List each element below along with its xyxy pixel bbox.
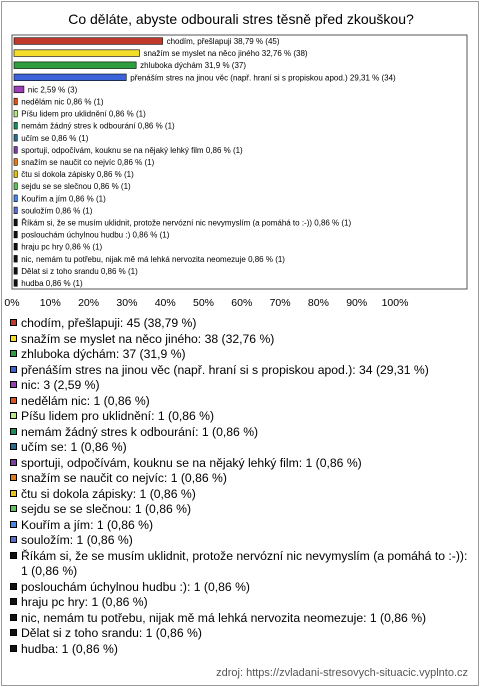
bar-1 (14, 38, 163, 45)
legend-label: poslouchám úchylnou hudbu :): 1 (0,86 %) (21, 579, 250, 594)
legend-label: nic: 3 (2,59 %) (21, 378, 100, 392)
bar-label-10: sportuji, odpočívám, kouknu se na nějaký lehký film 0,86 % (1) (21, 145, 243, 155)
legend (10, 316, 474, 657)
legend-swatch (10, 412, 17, 419)
legend-item (10, 487, 474, 503)
bar-label-8: nemám žádný stres k odbourání 0,86 % (1) (21, 121, 175, 131)
legend-label: nemám žádný stres k odbourání: 1 (0,86 %) (21, 424, 259, 439)
legend-swatch (10, 598, 17, 605)
legend-label: Píšu lidem pro uklidnění: 1 (0,86 %) (21, 409, 215, 423)
legend-swatch (10, 350, 17, 357)
legend-item (10, 425, 474, 441)
bar-4 (14, 74, 126, 81)
x-tick-label: 50% (192, 297, 215, 309)
bar-label-2: snažím se myslet na něco jiného 32,76 % (38) (143, 49, 308, 59)
bar-20 (14, 268, 17, 275)
chart-title: Co děláte, abyste odbourali stres těsně před zkouškou? (68, 11, 414, 27)
legend-label: sejdu se se slečnou: 1 (0,86 %) (21, 502, 192, 516)
legend-item (10, 533, 474, 549)
bar-label-1: chodím, přešlapuji 38,79 % (45) (166, 37, 280, 47)
x-tick-label: 90% (346, 297, 368, 309)
legend-item (10, 456, 474, 472)
bar-15 (14, 207, 17, 214)
legend-item (10, 363, 474, 379)
bar-12 (14, 171, 17, 178)
bar-9 (14, 134, 17, 141)
bar-label-21: hudba 0,86 % (1) (21, 278, 83, 288)
bar-label-13: sejdu se se slečnou 0,86 % (1) (21, 182, 131, 192)
legend-swatch (10, 505, 17, 512)
x-tick-label: 30% (116, 297, 138, 309)
x-tick-label: 60% (231, 297, 253, 309)
x-tick-label: 70% (269, 297, 291, 309)
legend-item (10, 347, 474, 363)
chart-frame (1, 1, 479, 686)
legend-label: nic, nemám tu potřebu, nijak mě má lehká nervozita neomezuje: 1 (0,86 %) (21, 610, 427, 625)
legend-swatch (10, 366, 17, 373)
legend-item (10, 378, 474, 394)
bar-label-3: zhluboka dýchám 31,9 % (37) (140, 61, 247, 71)
legend-swatch (10, 381, 17, 388)
legend-label: Říkám si, že se musím uklidnit, protože nervózní nic nevymyslím (a pomáhá to :-)): 1 (0,86 %) (21, 548, 468, 578)
x-tick-label: 0% (4, 297, 20, 309)
bar-label-17: poslouchám úchylnou hudbu :) 0,86 % (1) (21, 230, 170, 240)
legend-item (10, 471, 474, 487)
legend-swatch (10, 614, 17, 621)
legend-swatch (10, 443, 17, 450)
legend-item (10, 642, 474, 658)
legend-item (10, 580, 474, 596)
bar-label-11: snažím se naučit co nejvíc 0,86 % (1) (21, 158, 155, 167)
legend-swatch (10, 319, 17, 326)
bar-plot (2, 2, 480, 312)
legend-label: snažím se myslet na něco jiného: 38 (32,76 %) (21, 331, 275, 346)
bar-5 (14, 86, 24, 93)
legend-item (10, 316, 474, 332)
bar-14 (14, 195, 17, 202)
legend-label: Dělat si z toho srandu: 1 (0,86 %) (21, 626, 202, 640)
bar-label-19: nic, nemám tu potřebu, nijak mě má lehká nervozita neomezuje 0,86 % (1) (21, 254, 285, 264)
bar-8 (14, 122, 17, 129)
bar-label-16: Říkám si, že se musím uklidnit, protože nervózní nic nevymyslím (a pomáhá to :-)) 0,86 % (1) (21, 218, 352, 228)
legend-swatch (10, 521, 17, 528)
legend-label: souložím: 1 (0,86 %) (21, 533, 133, 547)
bar-7 (14, 110, 17, 117)
legend-swatch (10, 629, 17, 636)
x-tick-label: 40% (154, 297, 176, 309)
legend-swatch (10, 397, 17, 404)
bar-6 (14, 98, 17, 105)
legend-label: Kouřím a jím: 1 (0,86 %) (21, 517, 154, 532)
bar-16 (14, 219, 17, 226)
bar-label-4: přenáším stres na jinou věc (např. hraní si s propiskou apod.) 29,31 % (34) (130, 73, 396, 83)
bar-21 (14, 280, 17, 287)
legend-label: učím se: 1 (0,86 %) (21, 440, 127, 454)
legend-label: chodím, přešlapuji: 45 (38,79 %) (21, 316, 197, 330)
bar-10 (14, 147, 17, 154)
bar-label-6: nedělám nic 0,86 % (1) (21, 97, 104, 107)
bar-label-9: učím se 0,86 % (1) (21, 133, 89, 143)
legend-swatch (10, 536, 17, 543)
legend-swatch (10, 490, 17, 497)
legend-label: nedělám nic: 1 (0,86 %) (21, 393, 150, 408)
bar-11 (14, 159, 17, 166)
legend-item (10, 394, 474, 410)
bar-label-20: Dělat si z toho srandu 0,86 % (1) (21, 266, 138, 276)
legend-item (10, 549, 474, 580)
x-tick-label: 100% (381, 297, 409, 309)
legend-swatch (10, 474, 17, 481)
bar-label-12: čtu si dokola zápisky 0,86 % (1) (21, 170, 134, 180)
legend-swatch (10, 428, 17, 435)
bar-label-18: hraju pc hry 0,86 % (1) (21, 242, 103, 252)
legend-item (10, 409, 474, 425)
legend-label: hraju pc hry: 1 (0,86 %) (21, 595, 148, 609)
legend-item (10, 440, 474, 456)
x-tick-label: 80% (307, 297, 329, 309)
legend-item (10, 626, 474, 642)
bar-label-15: souložím 0,86 % (1) (21, 206, 93, 216)
legend-label: zhluboka dýchám: 37 (31,9 %) (21, 347, 186, 361)
x-tick-label: 10% (39, 297, 61, 309)
x-tick-label: 20% (78, 297, 100, 309)
bar-3 (14, 62, 136, 69)
bar-label-7: Píšu lidem pro uklidnění 0,86 % (1) (21, 109, 146, 119)
legend-swatch (10, 645, 17, 652)
legend-item (10, 518, 474, 534)
legend-item (10, 611, 474, 627)
legend-label: sportuji, odpočívám, kouknu se na nějaký lehký film: 1 (0,86 %) (21, 455, 362, 470)
legend-item (10, 332, 474, 348)
legend-swatch (10, 459, 17, 466)
bar-18 (14, 243, 17, 250)
bar-label-5: nic 2,59 % (3) (27, 85, 78, 95)
legend-item (10, 595, 474, 611)
legend-label: přenáším stres na jinou věc (např. hraní si s propiskou apod.): 34 (29,31 %) (21, 362, 429, 377)
bar-2 (14, 50, 139, 57)
legend-swatch (10, 583, 17, 590)
legend-swatch (10, 335, 17, 342)
legend-label: snažím se naučit co nejvíc: 1 (0,86 %) (21, 471, 227, 485)
legend-swatch (10, 552, 17, 559)
legend-label: hudba: 1 (0,86 %) (21, 641, 118, 656)
bar-13 (14, 183, 17, 190)
bar-19 (14, 255, 17, 262)
bar-17 (14, 231, 17, 238)
source-note[interactable]: zdroj: https://zvladani-stresovych-situacic.vyplnto.cz (216, 667, 468, 679)
bar-label-14: Kouřím a jím 0,86 % (1) (21, 194, 106, 204)
legend-item (10, 502, 474, 518)
legend-label: čtu si dokola zápisky: 1 (0,86 %) (21, 486, 196, 501)
